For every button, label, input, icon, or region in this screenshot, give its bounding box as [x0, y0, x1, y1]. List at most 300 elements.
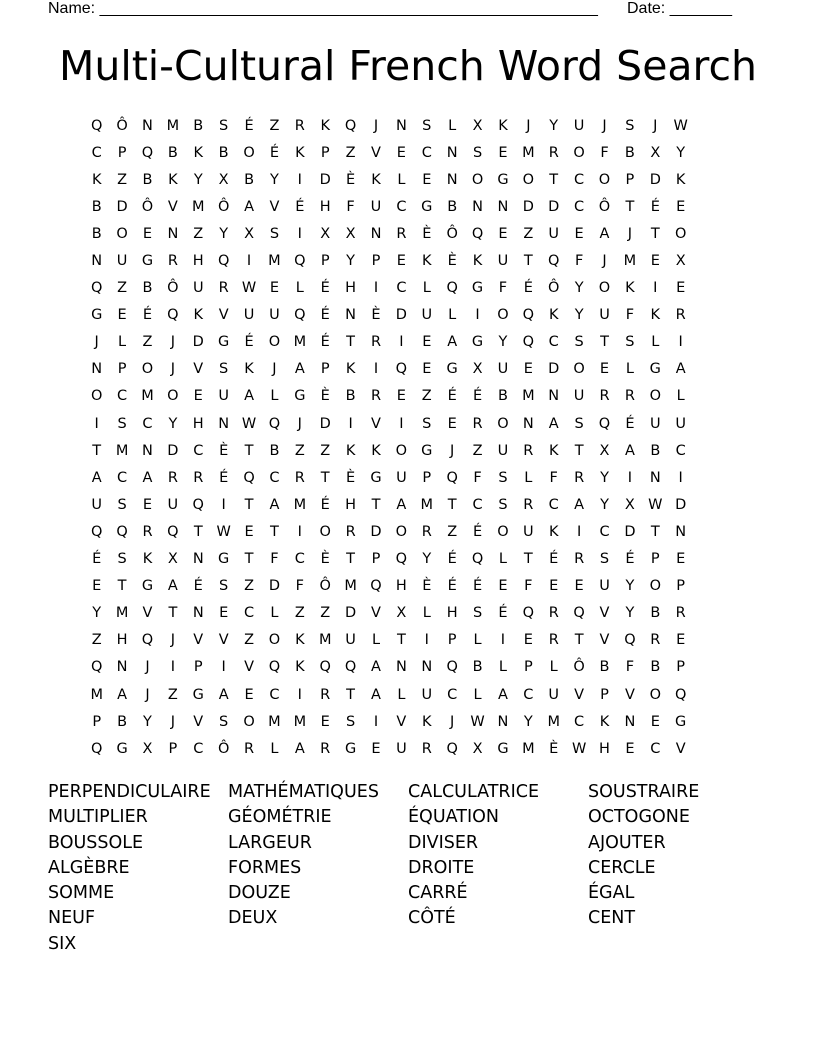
grid-letter[interactable]: Y [346, 253, 356, 270]
grid-letter[interactable]: Q [268, 415, 281, 432]
grid-letter[interactable]: E [599, 361, 610, 378]
grid-letter[interactable]: L [498, 551, 507, 568]
grid-letter[interactable]: Z [421, 388, 432, 405]
grid-letter[interactable]: O [573, 361, 585, 378]
grid-letter[interactable]: F [625, 307, 635, 324]
grid-letter[interactable]: E [422, 171, 432, 188]
grid-letter[interactable]: Y [625, 605, 635, 622]
grid-letter[interactable]: I [221, 659, 226, 676]
grid-letter[interactable]: U [675, 415, 686, 432]
grid-letter[interactable]: I [399, 415, 404, 432]
grid-letter[interactable]: M [293, 713, 307, 730]
grid-letter[interactable]: N [395, 659, 407, 676]
grid-letter[interactable]: É [320, 334, 330, 351]
grid-letter[interactable]: Z [193, 225, 204, 242]
grid-letter[interactable]: Y [600, 496, 609, 513]
grid-letter[interactable]: È [320, 551, 330, 568]
grid-letter[interactable]: Ô [548, 280, 560, 297]
grid-letter[interactable]: S [625, 334, 635, 351]
grid-letter[interactable]: E [396, 388, 406, 405]
grid-letter[interactable]: Q [141, 144, 154, 161]
grid-letter[interactable]: H [192, 415, 204, 432]
grid-letter[interactable]: I [678, 334, 683, 351]
grid-letter[interactable]: U [649, 415, 661, 432]
grid-letter[interactable]: V [244, 659, 254, 676]
grid-letter[interactable]: F [574, 253, 584, 270]
grid-letter[interactable]: U [599, 307, 610, 324]
grid-letter[interactable]: C [447, 686, 458, 703]
grid-letter[interactable]: J [94, 334, 99, 351]
grid-letter[interactable]: P [676, 578, 686, 595]
grid-letter[interactable]: S [422, 117, 432, 134]
grid-letter[interactable]: E [650, 713, 660, 730]
grid-letter[interactable]: E [625, 740, 635, 757]
grid-letter[interactable]: L [270, 740, 279, 757]
grid-letter[interactable]: Q [370, 578, 382, 595]
grid-letter[interactable]: D [319, 171, 331, 188]
grid-letter[interactable]: U [497, 253, 509, 270]
grid-letter[interactable]: M [623, 253, 637, 270]
grid-letter[interactable]: C [243, 605, 255, 622]
grid-letter[interactable]: Z [320, 442, 331, 459]
grid-letter[interactable]: P [92, 713, 102, 730]
grid-letter[interactable]: Q [217, 253, 230, 270]
grid-letter[interactable]: H [192, 253, 204, 270]
grid-letter[interactable]: S [422, 415, 432, 432]
grid-letter[interactable]: Q [192, 496, 204, 513]
grid-letter[interactable]: R [624, 388, 635, 405]
grid-letter[interactable]: O [116, 225, 128, 242]
grid-letter[interactable]: K [675, 171, 686, 188]
grid-letter[interactable]: A [396, 496, 407, 513]
grid-letter[interactable]: Z [447, 523, 458, 540]
grid-letter[interactable]: Y [625, 578, 635, 595]
date-field[interactable]: Date: _______ [627, 0, 732, 17]
grid-letter[interactable]: I [627, 469, 633, 486]
grid-letter[interactable]: X [472, 740, 483, 757]
grid-letter[interactable]: C [193, 442, 204, 459]
grid-letter[interactable]: F [524, 578, 533, 595]
grid-letter[interactable]: S [599, 551, 610, 568]
grid-letter[interactable]: J [272, 361, 277, 378]
grid-letter[interactable]: U [548, 225, 560, 242]
grid-letter[interactable]: R [421, 740, 432, 757]
grid-letter[interactable]: Z [472, 442, 483, 459]
grid-letter[interactable]: E [498, 578, 508, 595]
grid-letter[interactable]: L [397, 686, 406, 703]
grid-letter[interactable]: T [600, 334, 609, 351]
grid-letter[interactable]: Y [270, 171, 279, 188]
grid-letter[interactable]: B [142, 280, 153, 297]
grid-letter[interactable]: K [472, 253, 483, 270]
grid-letter[interactable]: R [294, 117, 305, 134]
grid-letter[interactable]: U [167, 496, 179, 513]
grid-letter[interactable]: E [676, 198, 686, 215]
grid-letter[interactable]: A [371, 659, 381, 676]
grid-letter[interactable]: M [90, 686, 103, 703]
grid-letter[interactable]: P [320, 144, 330, 161]
grid-letter[interactable]: R [548, 605, 559, 622]
grid-letter[interactable]: A [91, 469, 102, 486]
grid-letter[interactable]: R [675, 307, 686, 324]
grid-letter[interactable]: M [115, 605, 129, 622]
grid-letter[interactable]: É [320, 307, 330, 324]
grid-letter[interactable]: N [192, 605, 204, 622]
grid-letter[interactable]: D [649, 171, 661, 188]
grid-letter[interactable]: I [221, 496, 226, 513]
grid-letter[interactable]: L [498, 659, 507, 676]
grid-letter[interactable]: B [142, 171, 153, 188]
grid-letter[interactable]: È [346, 171, 356, 188]
grid-letter[interactable]: K [320, 117, 330, 134]
grid-letter[interactable]: Ô [446, 225, 458, 242]
grid-letter[interactable]: R [294, 469, 305, 486]
grid-letter[interactable]: A [371, 686, 381, 703]
grid-letter[interactable]: B [650, 659, 661, 676]
grid-letter[interactable]: É [472, 523, 483, 540]
grid-letter[interactable]: C [548, 496, 559, 513]
grid-letter[interactable]: È [422, 578, 432, 595]
grid-letter[interactable]: B [117, 713, 128, 730]
grid-letter[interactable]: Q [167, 523, 179, 540]
grid-letter[interactable]: É [472, 388, 483, 405]
grid-letter[interactable]: L [270, 605, 279, 622]
grid-letter[interactable]: J [526, 117, 531, 134]
grid-letter[interactable]: P [523, 659, 533, 676]
grid-letter[interactable]: P [320, 361, 330, 378]
grid-letter[interactable]: U [218, 388, 229, 405]
grid-letter[interactable]: J [145, 659, 150, 676]
grid-letter[interactable]: J [450, 713, 455, 730]
grid-letter[interactable]: H [319, 198, 331, 215]
grid-letter[interactable]: A [244, 198, 254, 215]
grid-letter[interactable]: O [243, 713, 255, 730]
grid-letter[interactable]: R [675, 605, 686, 622]
grid-letter[interactable]: C [599, 523, 610, 540]
grid-letter[interactable]: Ô [598, 198, 611, 215]
grid-letter[interactable]: L [422, 280, 431, 297]
grid-letter[interactable]: V [624, 686, 635, 703]
grid-letter[interactable]: Q [90, 740, 103, 757]
grid-letter[interactable]: È [371, 307, 381, 324]
grid-letter[interactable]: K [345, 361, 356, 378]
grid-letter[interactable]: J [602, 117, 607, 134]
grid-letter[interactable]: K [548, 442, 559, 459]
grid-letter[interactable]: É [447, 551, 457, 568]
grid-letter[interactable]: J [170, 361, 175, 378]
grid-letter[interactable]: V [193, 713, 204, 730]
grid-letter[interactable]: X [675, 253, 686, 270]
grid-letter[interactable]: J [297, 415, 302, 432]
grid-letter[interactable]: Q [243, 469, 255, 486]
grid-letter[interactable]: L [549, 659, 558, 676]
grid-letter[interactable]: A [447, 334, 458, 351]
grid-letter[interactable]: X [142, 740, 153, 757]
grid-letter[interactable]: É [320, 280, 330, 297]
grid-letter[interactable]: I [348, 415, 353, 432]
grid-letter[interactable]: U [345, 632, 356, 649]
grid-letter[interactable]: H [599, 740, 610, 757]
grid-letter[interactable]: È [447, 253, 457, 270]
grid-letter[interactable]: E [422, 361, 432, 378]
grid-letter[interactable]: E [219, 605, 229, 622]
grid-letter[interactable]: G [675, 713, 687, 730]
grid-letter[interactable]: Y [422, 551, 432, 568]
grid-letter[interactable]: T [523, 551, 533, 568]
grid-letter[interactable]: N [192, 551, 204, 568]
grid-letter[interactable]: Q [446, 469, 458, 486]
grid-letter[interactable]: Q [167, 307, 179, 324]
grid-letter[interactable]: C [117, 469, 128, 486]
grid-letter[interactable]: N [116, 659, 128, 676]
grid-letter[interactable]: Q [446, 280, 458, 297]
grid-letter[interactable]: Y [193, 171, 203, 188]
grid-letter[interactable]: E [269, 280, 280, 297]
grid-letter[interactable]: R [345, 523, 356, 540]
grid-letter[interactable]: S [219, 578, 229, 595]
grid-letter[interactable]: O [471, 171, 484, 188]
grid-letter[interactable]: É [295, 198, 305, 215]
grid-letter[interactable]: B [345, 388, 356, 405]
grid-letter[interactable]: U [91, 496, 102, 513]
grid-letter[interactable]: E [574, 225, 584, 242]
grid-letter[interactable]: J [170, 632, 175, 649]
grid-letter[interactable]: Q [90, 117, 103, 134]
grid-letter[interactable]: Ô [217, 198, 230, 215]
grid-letter[interactable]: Q [522, 334, 535, 351]
grid-letter[interactable]: Q [573, 605, 585, 622]
grid-letter[interactable]: U [573, 117, 585, 134]
grid-letter[interactable]: N [142, 117, 153, 134]
grid-letter[interactable]: C [91, 144, 102, 161]
grid-letter[interactable]: K [295, 144, 305, 161]
grid-letter[interactable]: Q [116, 523, 128, 540]
grid-letter[interactable]: É [498, 605, 508, 622]
grid-letter[interactable]: O [598, 171, 611, 188]
grid-letter[interactable]: É [244, 117, 254, 134]
grid-letter[interactable]: X [218, 171, 229, 188]
grid-letter[interactable]: P [193, 659, 203, 676]
grid-letter[interactable]: V [371, 415, 381, 432]
grid-letter[interactable]: K [295, 659, 305, 676]
grid-letter[interactable]: É [320, 496, 330, 513]
grid-letter[interactable]: V [218, 307, 229, 324]
grid-letter[interactable]: É [142, 307, 153, 324]
grid-letter[interactable]: L [371, 632, 381, 649]
grid-letter[interactable]: S [219, 117, 229, 134]
grid-letter[interactable]: T [574, 442, 584, 459]
grid-letter[interactable]: U [243, 307, 255, 324]
grid-letter[interactable]: M [522, 740, 535, 757]
grid-letter[interactable]: S [498, 469, 508, 486]
grid-letter[interactable]: R [244, 740, 255, 757]
grid-letter[interactable]: B [244, 171, 255, 188]
grid-letter[interactable]: Q [90, 659, 103, 676]
grid-letter[interactable]: P [625, 171, 635, 188]
grid-letter[interactable]: U [497, 361, 509, 378]
grid-letter[interactable]: D [624, 523, 636, 540]
grid-letter[interactable]: C [193, 740, 204, 757]
grid-letter[interactable]: B [599, 659, 610, 676]
grid-letter[interactable]: O [319, 523, 331, 540]
grid-letter[interactable]: M [293, 496, 307, 513]
grid-letter[interactable]: U [116, 253, 128, 270]
grid-letter[interactable]: N [167, 225, 179, 242]
grid-letter[interactable]: R [396, 225, 407, 242]
grid-letter[interactable]: Z [117, 171, 128, 188]
grid-letter[interactable]: T [244, 551, 254, 568]
grid-letter[interactable]: K [422, 713, 432, 730]
grid-letter[interactable]: G [649, 361, 661, 378]
grid-letter[interactable]: L [118, 334, 127, 351]
grid-letter[interactable]: D [548, 198, 560, 215]
grid-letter[interactable]: Z [244, 578, 254, 595]
grid-letter[interactable]: E [676, 280, 686, 297]
grid-letter[interactable]: Q [548, 253, 560, 270]
grid-letter[interactable]: G [497, 171, 509, 188]
grid-letter[interactable]: U [396, 740, 407, 757]
grid-letter[interactable]: R [523, 442, 534, 459]
grid-letter[interactable]: R [548, 632, 559, 649]
grid-letter[interactable]: C [294, 551, 305, 568]
grid-letter[interactable]: E [447, 415, 457, 432]
grid-letter[interactable]: T [320, 469, 330, 486]
grid-letter[interactable]: Ô [167, 280, 179, 297]
grid-letter[interactable]: X [244, 225, 254, 242]
grid-letter[interactable]: Y [574, 280, 584, 297]
grid-letter[interactable]: Y [498, 334, 508, 351]
grid-letter[interactable]: Q [471, 551, 484, 568]
grid-letter[interactable]: E [92, 578, 102, 595]
grid-letter[interactable]: V [371, 144, 381, 161]
grid-letter[interactable]: R [421, 523, 432, 540]
grid-letter[interactable]: T [346, 551, 356, 568]
grid-letter[interactable]: N [218, 415, 230, 432]
grid-letter[interactable]: H [395, 578, 407, 595]
grid-letter[interactable]: M [318, 632, 332, 649]
grid-letter[interactable]: C [269, 469, 280, 486]
grid-letter[interactable]: R [218, 280, 229, 297]
grid-letter[interactable]: D [522, 198, 534, 215]
grid-letter[interactable]: T [117, 578, 127, 595]
grid-letter[interactable]: O [522, 171, 535, 188]
grid-letter[interactable]: E [244, 686, 254, 703]
grid-letter[interactable]: W [673, 117, 688, 134]
grid-letter[interactable]: B [497, 388, 508, 405]
grid-letter[interactable]: T [244, 442, 254, 459]
grid-letter[interactable]: G [421, 442, 433, 459]
grid-letter[interactable]: A [497, 686, 508, 703]
grid-letter[interactable]: N [472, 198, 483, 215]
grid-letter[interactable]: R [574, 551, 585, 568]
grid-letter[interactable]: G [141, 578, 154, 595]
grid-letter[interactable]: D [345, 605, 357, 622]
grid-letter[interactable]: J [653, 117, 658, 134]
grid-letter[interactable]: S [345, 713, 356, 730]
grid-letter[interactable]: C [421, 144, 432, 161]
grid-letter[interactable]: Z [345, 144, 356, 161]
grid-letter[interactable]: G [471, 334, 484, 351]
grid-letter[interactable]: J [170, 334, 175, 351]
grid-letter[interactable]: M [344, 578, 357, 595]
grid-letter[interactable]: B [91, 198, 102, 215]
grid-letter[interactable]: H [446, 605, 458, 622]
grid-letter[interactable]: I [373, 280, 379, 297]
grid-letter[interactable]: V [269, 198, 280, 215]
grid-letter[interactable]: I [297, 523, 302, 540]
grid-letter[interactable]: È [549, 740, 559, 757]
grid-letter[interactable]: U [269, 307, 280, 324]
grid-letter[interactable]: Ô [319, 578, 331, 595]
grid-letter[interactable]: D [675, 496, 687, 513]
grid-letter[interactable]: N [91, 253, 103, 270]
grid-letter[interactable]: G [294, 388, 306, 405]
grid-letter[interactable]: A [294, 740, 305, 757]
grid-letter[interactable]: Q [90, 523, 103, 540]
grid-letter[interactable]: V [142, 605, 153, 622]
grid-letter[interactable]: A [218, 686, 229, 703]
grid-letter[interactable]: X [624, 496, 635, 513]
grid-letter[interactable]: C [675, 442, 686, 459]
grid-letter[interactable]: R [142, 523, 153, 540]
grid-letter[interactable]: R [320, 686, 331, 703]
grid-letter[interactable]: L [397, 171, 406, 188]
grid-letter[interactable]: P [168, 740, 178, 757]
grid-letter[interactable]: A [294, 361, 305, 378]
grid-letter[interactable]: I [94, 415, 99, 432]
grid-letter[interactable]: E [574, 578, 584, 595]
grid-letter[interactable]: I [170, 659, 175, 676]
grid-letter[interactable]: C [523, 686, 534, 703]
grid-letter[interactable]: È [320, 388, 330, 405]
grid-letter[interactable]: R [650, 632, 661, 649]
grid-letter[interactable]: R [574, 469, 585, 486]
grid-letter[interactable]: Q [624, 632, 636, 649]
grid-letter[interactable]: V [599, 605, 610, 622]
grid-letter[interactable]: Q [446, 740, 458, 757]
grid-letter[interactable]: G [370, 469, 382, 486]
grid-letter[interactable]: H [116, 632, 128, 649]
grid-letter[interactable]: Q [294, 253, 306, 270]
grid-letter[interactable]: P [117, 144, 127, 161]
grid-letter[interactable]: É [244, 334, 254, 351]
grid-letter[interactable]: B [447, 198, 458, 215]
grid-letter[interactable]: C [574, 171, 585, 188]
grid-letter[interactable]: R [523, 496, 534, 513]
grid-letter[interactable]: T [270, 523, 279, 540]
grid-letter[interactable]: X [472, 361, 483, 378]
grid-letter[interactable]: F [549, 469, 558, 486]
grid-letter[interactable]: W [648, 496, 663, 513]
grid-letter[interactable]: E [676, 551, 686, 568]
name-field[interactable]: Name: ________________________________________________________ [48, 0, 598, 17]
grid-letter[interactable]: T [523, 253, 533, 270]
grid-letter[interactable]: L [625, 361, 634, 378]
grid-letter[interactable]: V [371, 605, 381, 622]
grid-letter[interactable]: E [549, 578, 559, 595]
grid-letter[interactable]: O [497, 523, 509, 540]
grid-letter[interactable]: N [497, 198, 509, 215]
grid-letter[interactable]: J [627, 225, 633, 242]
grid-letter[interactable]: L [524, 469, 533, 486]
grid-letter[interactable]: C [269, 686, 280, 703]
grid-letter[interactable]: F [600, 144, 609, 161]
grid-letter[interactable]: Q [141, 632, 154, 649]
grid-letter[interactable]: N [370, 225, 382, 242]
grid-letter[interactable]: K [142, 551, 153, 568]
grid-letter[interactable]: C [396, 198, 407, 215]
grid-letter[interactable]: B [193, 117, 204, 134]
